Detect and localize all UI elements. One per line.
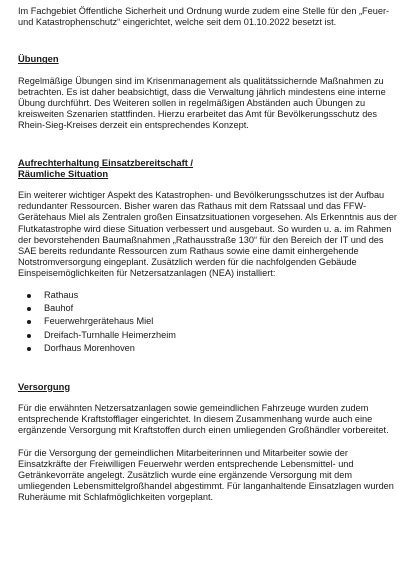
versorgung-paragraph-1: Für die erwähnten Netzersatzanlagen sowie gemeindlichen Fahrzeuge wurden zudem entsprechende Kraftstofflager eingerichtet. In diesem Zusammenhang wurde auch eine ergänzende Versorgung mit Kraftstoffen durch einen umliegenden Großhändler vorbereitet. xyxy=(18,402,389,436)
bullet-icon xyxy=(27,347,31,351)
bullet-icon xyxy=(27,334,31,338)
list-item: Bauhof xyxy=(18,302,400,315)
uebungen-paragraph: Regelmäßige Übungen sind im Krisenmanagement als qualitätssichernde Maßnahmen zu betrachten. Es ist daher beabsichtigt, dass die Verwaltung jährlich mindestens eine interne Übung durchführt. Des Weiteren sollen in regelmäßigen Abständen auch Übungen zu kreisweiten Szenarien stattfinden. Hierzu erarbeitet das Amt für Bevölkerungsschutz des Rhein-Sieg-Kreises derzeit ein entsprechendes Konzept. xyxy=(18,75,386,131)
intro-paragraph: Im Fachgebiet Öffentliche Sicherheit und Ordnung wurde zudem eine Stelle für den „Feuer- und Katastrophenschutz“ eingerichtet, welche seit dem 01.10.2022 besetzt ist. xyxy=(18,6,390,28)
document-page xyxy=(18,6,400,504)
list-item: Rathaus xyxy=(18,289,400,302)
einsatzbereitschaft-paragraph: Ein weiterer wichtiger Aspekt des Katastrophen- und Bevölkerungsschutzes ist der Aufbau redundanter Ressourcen. Bisher waren das Rathaus mit dem Ratssaal und das FFW-Gerätehaus Miel als Zentralen großen Einsatzsituationen vorgesehen. Als Erkenntnis aus der Flutkatastrophe wird diese Situation verbessert und ausgebaut. So wurden u. a. im Rahmen der bevorstehenden Baumaßnahmen „Rathausstraße 130“ für den Bereich der IT und des SAE bereits redundante Ressourcen zum Rathaus sowie eine damit einhergehende Notstromversorgung eingeplant. Zusätzlich werden für die nachfolgenden Gebäude Einspeisemöglichkeiten für Netzersatzanlagen (NEA) installiert: xyxy=(18,190,397,279)
heading-uebungen: Übungen xyxy=(18,53,59,65)
list-item: Dorfhaus Morenhoven xyxy=(18,342,400,355)
bullet-icon xyxy=(27,320,31,324)
list-item: Dreifach-Turnhalle Heimerzheim xyxy=(18,329,400,342)
heading-versorgung: Versorgung xyxy=(18,380,71,392)
versorgung-paragraph-2: Für die Versorgung der gemeindlichen Mitarbeiterinnen und Mitarbeiter sowie der Einsatzkräfte der Freiwilligen Feuerwehr werden entsprechende Lebensmittel- und Getränkevorräte angelegt. Zusätzlich wurde eine ergänzende Versorgung mit dem umliegenden Lebensmittelgroßhandel abgestimmt. Für langanhaltende Einsatzlagen wurden Ruheräume mit Schlafmöglichkeiten vorgeplant. xyxy=(18,447,394,503)
bullet-icon xyxy=(27,307,31,311)
bullet-icon xyxy=(27,294,31,298)
heading-einsatzbereitschaft-line2: Räumliche Situation xyxy=(18,167,109,179)
heading-einsatzbereitschaft-line1: Aufrechterhaltung Einsatzbereitschaft / xyxy=(18,156,194,168)
list-item: Feuerwehrgerätehaus Miel xyxy=(18,315,400,328)
nea-building-list xyxy=(18,289,400,356)
